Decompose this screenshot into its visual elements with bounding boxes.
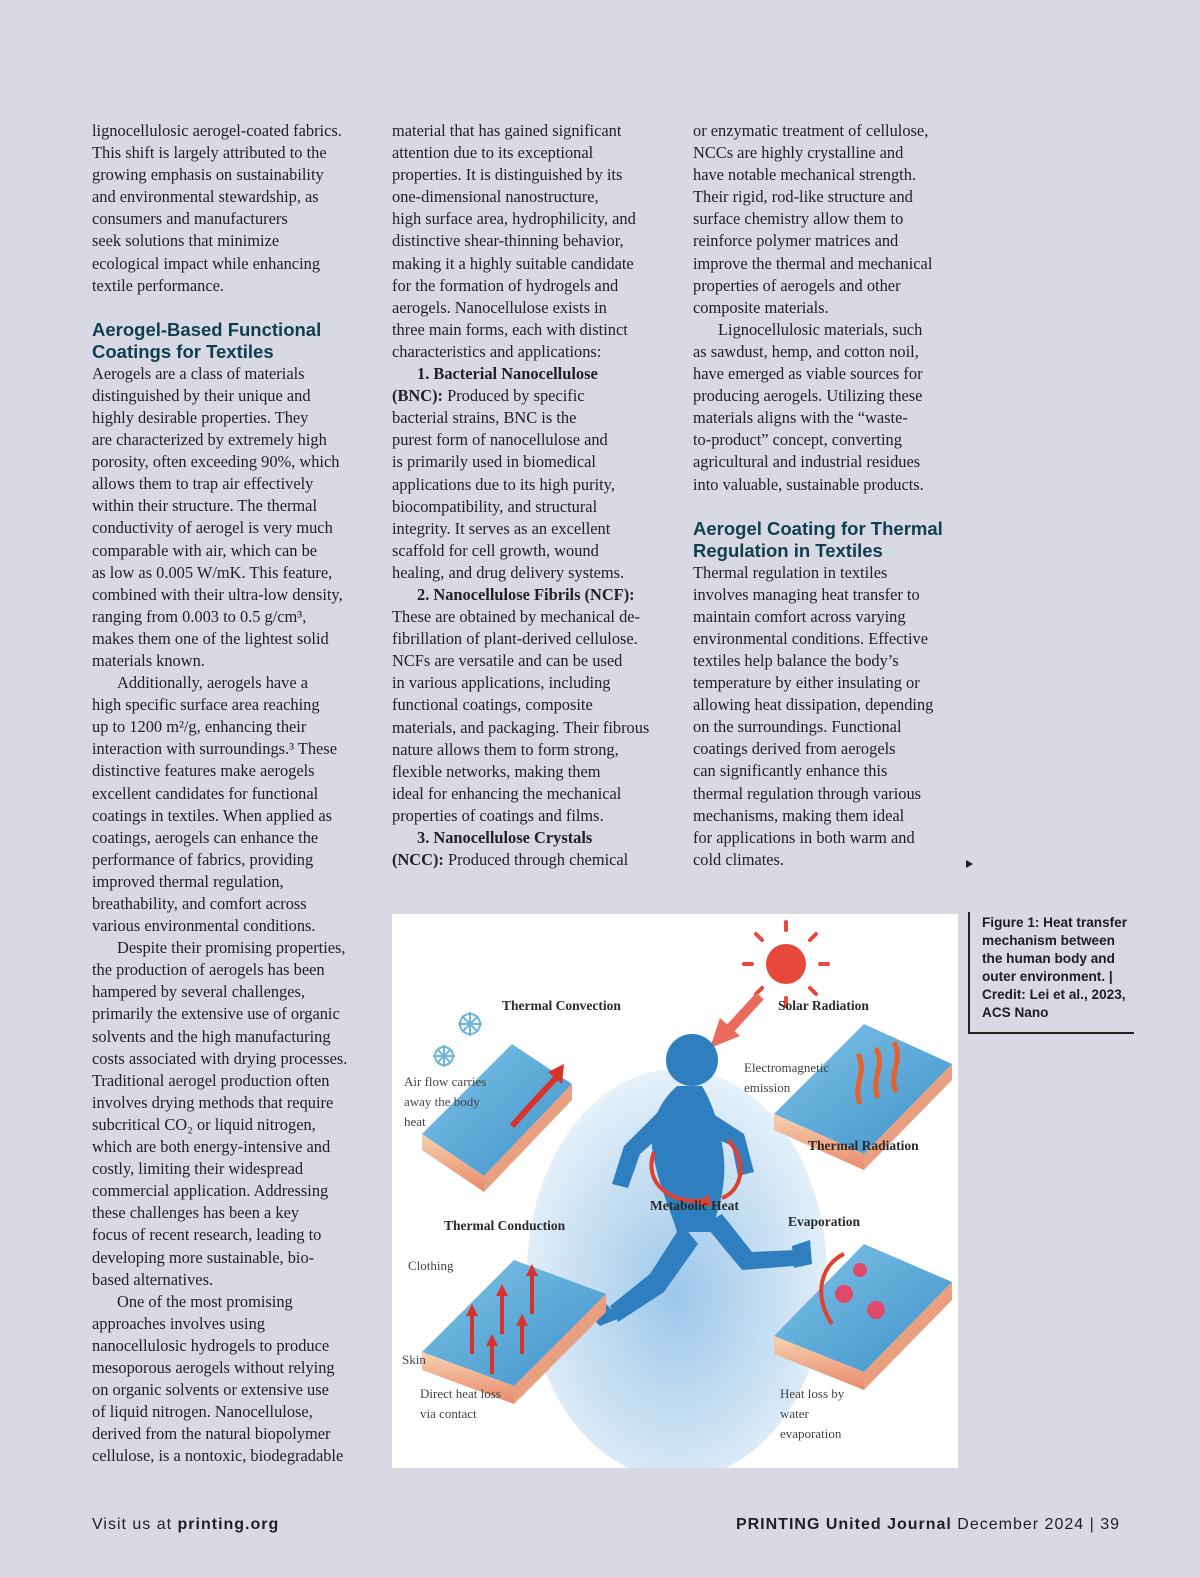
- label-thermal-convection: Thermal Convection: [502, 998, 621, 1013]
- text-line: integrity. It serves as an excellent: [392, 518, 611, 538]
- text-line: ranging from 0.003 to 0.5 g/cm³,: [92, 606, 307, 626]
- text-line: approaches involves using: [92, 1313, 265, 1333]
- label-clothing: Clothing: [408, 1258, 454, 1273]
- text-line: lignocellulosic aerogel-coated fabrics.: [92, 121, 342, 140]
- paragraph-ncf: [392, 584, 667, 827]
- text-line: allowing heat dissipation, depending: [693, 695, 934, 715]
- text-line: breathability, and comfort across: [92, 894, 307, 913]
- text-line: agricultural and industrial residues: [693, 452, 921, 472]
- text-line: textile performance.: [92, 275, 224, 295]
- text-line: temperature by either insulating or: [693, 673, 920, 693]
- paragraph-intro: [92, 120, 367, 297]
- text-line: various environmental conditions.: [92, 916, 316, 936]
- text-line: coatings in textiles. When applied as: [92, 805, 333, 825]
- text-line: aerogels. Nanocellulose exists in: [392, 297, 607, 317]
- footer-website-link[interactable]: printing.org: [177, 1516, 280, 1533]
- label-direct-heat-loss-2: via contact: [420, 1406, 477, 1421]
- text-line: Produced by specific: [442, 386, 585, 406]
- text-line: These are obtained by mechanical de-: [392, 607, 641, 627]
- article-column-3: [693, 120, 961, 871]
- text-line: characteristics and applications:: [392, 341, 602, 361]
- label-em-emission-2: emission: [744, 1080, 791, 1095]
- label-heat-loss-water-1: Heat loss by: [780, 1386, 845, 1401]
- text-line: makes them one of the lightest solid: [92, 628, 329, 648]
- text-line: as low as 0.005 W/mK. This feature,: [92, 562, 333, 582]
- paragraph-material: [392, 120, 667, 363]
- text-line: three main forms, each with distinct: [392, 319, 628, 339]
- label-metabolic-heat: Metabolic Heat: [650, 1198, 739, 1213]
- text-line: Aerogels are a class of materials: [92, 363, 305, 383]
- text-line: fibrillation of plant-derived cellulose.: [392, 629, 638, 649]
- paragraph-ncc: [392, 827, 667, 871]
- heat-transfer-illustration: [392, 914, 958, 1468]
- paragraph-lignocellulosic: [693, 319, 961, 496]
- text-line: conductivity of aerogel is very much: [92, 518, 333, 538]
- text-line: bacterial strains, BNC is the: [392, 408, 577, 428]
- text-line: have notable mechanical strength.: [693, 165, 917, 185]
- ncc-term: 3. Nanocellulose Crystals: [417, 828, 593, 847]
- label-thermal-conduction: Thermal Conduction: [444, 1218, 566, 1233]
- heading-line: Aerogel Coating for Thermal: [693, 517, 943, 539]
- text-line: mesoporous aerogels without relying: [92, 1357, 335, 1377]
- paragraph-bnc: [392, 363, 667, 584]
- text-line: costs associated with drying processes.: [92, 1048, 348, 1068]
- footer-journal-info: [736, 1516, 1120, 1534]
- label-air-flow-2: away the body: [404, 1094, 480, 1109]
- text-line: properties of coatings and films.: [392, 805, 604, 825]
- paragraph-aerogels: [92, 363, 367, 672]
- text-line: derived from the natural biopolymer: [92, 1424, 331, 1444]
- text-line: for the formation of hydrogels and: [392, 275, 619, 295]
- paragraph-one-of-most-promising: [92, 1291, 367, 1468]
- text-line: as sawdust, hemp, and cotton noil,: [693, 341, 919, 361]
- text-line: producing aerogels. Utilizing these: [693, 386, 923, 406]
- text-line: excellent candidates for functional: [92, 783, 319, 803]
- text-line: is primarily used in biomedical: [392, 452, 596, 472]
- snowflake-icon: [433, 1045, 455, 1067]
- right-triangle-icon: [966, 860, 973, 868]
- ncf-term: 2. Nanocellulose Fibrils (NCF):: [417, 584, 635, 604]
- text-line: in various applications, including: [392, 673, 611, 693]
- text-line: distinctive shear-thinning behavior,: [392, 231, 624, 251]
- text-line: commercial application. Addressing: [92, 1181, 329, 1201]
- footer-visit: [92, 1516, 279, 1534]
- text-line: which are both energy-intensive and: [92, 1137, 331, 1157]
- text-line: thermal regulation through various: [693, 783, 922, 803]
- heat-transfer-figure: [392, 914, 958, 1468]
- article-column-1: [92, 120, 367, 1467]
- text-line: have emerged as viable sources for: [693, 364, 923, 384]
- text-line: based alternatives.: [92, 1269, 214, 1289]
- text-line: environmental conditions. Effective: [693, 628, 929, 648]
- label-air-flow-1: Air flow carries: [404, 1074, 487, 1089]
- text-line: This shift is largely attributed to the: [92, 143, 327, 163]
- text-line: scaffold for cell growth, wound: [392, 540, 599, 560]
- text-line: materials, and packaging. Their fibrous: [392, 717, 650, 737]
- text-line: Thermal regulation in textiles: [693, 562, 888, 582]
- text-line: healing, and drug delivery systems.: [392, 562, 625, 582]
- text-line: Traditional aerogel production often: [92, 1070, 330, 1090]
- label-air-flow-3: heat: [404, 1114, 426, 1129]
- text-line: performance of fabrics, providing: [92, 849, 314, 869]
- ncc-abbrev: (NCC):: [392, 850, 444, 870]
- text-line: up to 1200 m²/g, enhancing their: [92, 717, 307, 737]
- text-line: or enzymatic treatment of cellulose,: [693, 121, 929, 140]
- label-solar-radiation: Solar Radiation: [778, 998, 869, 1013]
- text-line: to-product” concept, converting: [693, 430, 902, 450]
- label-em-emission-1: Electromagnetic: [744, 1060, 830, 1075]
- section-heading-thermal-regulation: [693, 518, 961, 562]
- text-line: materials aligns with the “waste-: [693, 408, 908, 428]
- text-line: subcritical CO₂ or liquid nitrogen,: [92, 1114, 316, 1134]
- text-line: distinguished by their unique and: [92, 385, 311, 405]
- text-line: are characterized by extremely high: [92, 430, 327, 450]
- text-line: applications due to its high purity,: [392, 474, 615, 494]
- text-line: on organic solvents or extensive use: [92, 1380, 329, 1400]
- text-line: can significantly enhance this: [693, 761, 888, 781]
- text-line: these challenges has been a key: [92, 1203, 300, 1223]
- text-line: on the surroundings. Functional: [693, 717, 902, 737]
- text-line: surface chemistry allow them to: [693, 209, 904, 229]
- text-line: maintain comfort across varying: [693, 606, 906, 626]
- text-line: material that has gained significant: [392, 121, 622, 140]
- paragraph-despite: [92, 937, 367, 1291]
- text-line: NCFs are versatile and can be used: [392, 651, 623, 671]
- text-line: within their structure. The thermal: [92, 496, 318, 516]
- text-line: high surface area, hydrophilicity, and: [392, 209, 636, 229]
- article-column-2: [392, 120, 667, 871]
- text-line: coatings derived from aerogels: [693, 739, 896, 759]
- text-line: improve the thermal and mechanical: [693, 253, 933, 273]
- text-line: allows them to trap air effectively: [92, 474, 314, 494]
- text-line: comparable with air, which can be: [92, 540, 318, 560]
- text-line: Additionally, aerogels have a: [117, 673, 309, 693]
- text-line: Lignocellulosic materials, such: [718, 319, 923, 339]
- text-line: coatings, aerogels can enhance the: [92, 827, 319, 847]
- footer-issue-page: December 2024 | 39: [951, 1516, 1120, 1533]
- text-line: combined with their ultra-low density,: [92, 584, 343, 604]
- text-line: ecological impact while enhancing: [92, 253, 321, 273]
- text-line: distinctive features make aerogels: [92, 761, 315, 781]
- label-heat-loss-water-2: water: [780, 1406, 809, 1421]
- text-line: involves managing heat transfer to: [693, 584, 920, 604]
- footer-visit-prefix: Visit us at: [92, 1516, 178, 1533]
- text-line: properties of aerogels and other: [693, 275, 901, 295]
- text-line: involves drying methods that require: [92, 1092, 334, 1112]
- text-line: biocompatibility, and structural: [392, 496, 598, 516]
- text-line: properties. It is distinguished by its: [392, 165, 623, 185]
- figure-caption: Figure 1: Heat transfer mechanism between the human body and outer environment. | Credit: Lei et al., 2023, ACS Nano: [968, 912, 1134, 1034]
- text-line: reinforce polymer matrices and: [693, 231, 899, 251]
- text-line: growing emphasis on sustainability: [92, 165, 324, 185]
- text-line: making it a highly suitable candidate: [392, 253, 634, 273]
- label-skin: Skin: [402, 1352, 426, 1367]
- paragraph-thermal-regulation: [693, 562, 961, 871]
- text-line: and environmental stewardship, as: [92, 187, 319, 207]
- text-line: NCCs are highly crystalline and: [693, 143, 904, 163]
- text-line: highly desirable properties. They: [92, 407, 309, 427]
- text-line: for applications in both warm and: [693, 827, 915, 847]
- paragraph-enzymatic: [693, 120, 961, 319]
- label-direct-heat-loss-1: Direct heat loss: [420, 1386, 501, 1401]
- text-line: primarily the extensive use of organic: [92, 1004, 340, 1024]
- footer-journal-name: PRINTING United Journal: [735, 1516, 952, 1533]
- text-line: consumers and manufacturers: [92, 209, 288, 229]
- text-line: of liquid nitrogen. Nanocellulose,: [92, 1402, 313, 1422]
- text-line: high specific surface area reaching: [92, 695, 320, 715]
- paragraph-additionally: [92, 672, 367, 937]
- text-line: nature allows them to form strong,: [392, 739, 619, 759]
- heading-line: Coatings for Textiles: [92, 340, 274, 362]
- section-heading-functional-coatings: [92, 319, 367, 363]
- snowflake-icon: [458, 1012, 482, 1036]
- text-line: Their rigid, rod-like structure and: [693, 187, 913, 207]
- text-line: porosity, often exceeding 90%, which: [92, 452, 340, 472]
- solar-arrow-icon: [710, 996, 760, 1048]
- heading-line: Aerogel-Based Functional: [92, 318, 322, 340]
- text-line: solvents and the high manufacturing: [92, 1026, 331, 1046]
- text-line: the production of aerogels has been: [92, 960, 325, 980]
- text-line: cold climates.: [693, 849, 785, 869]
- text-line: materials known.: [92, 650, 205, 670]
- text-line: interaction with surroundings.³ These: [92, 739, 337, 759]
- bnc-term: 1. Bacterial Nanocellulose: [417, 364, 598, 384]
- bnc-abbrev: (BNC):: [392, 386, 443, 406]
- label-evaporation: Evaporation: [788, 1214, 861, 1229]
- text-line: into valuable, sustainable products.: [693, 474, 924, 494]
- text-line: functional coatings, composite: [392, 695, 593, 715]
- text-line: One of the most promising: [117, 1291, 293, 1311]
- text-line: Despite their promising properties,: [117, 938, 346, 958]
- text-line: composite materials.: [693, 297, 829, 317]
- heading-line: Regulation in Textiles: [693, 539, 883, 561]
- text-line: textiles help balance the body’s: [693, 650, 899, 670]
- text-line: costly, limiting their widespread: [92, 1159, 304, 1179]
- text-line: ideal for enhancing the mechanical: [392, 783, 622, 803]
- text-line: mechanisms, making them ideal: [693, 805, 905, 825]
- text-line: cellulose, is a nontoxic, biodegradable: [92, 1446, 344, 1466]
- label-heat-loss-water-3: evaporation: [780, 1426, 842, 1441]
- text-line: nanocellulosic hydrogels to produce: [92, 1335, 330, 1355]
- text-line: improved thermal regulation,: [92, 871, 284, 891]
- text-line: purest form of nanocellulose and: [392, 430, 608, 450]
- label-thermal-radiation: Thermal Radiation: [808, 1138, 919, 1153]
- text-line: one-dimensional nanostructure,: [392, 187, 599, 207]
- text-line: Produced through chemical: [443, 850, 629, 870]
- text-line: attention due to its exceptional: [392, 143, 594, 163]
- text-line: flexible networks, making them: [392, 761, 601, 781]
- text-line: seek solutions that minimize: [92, 231, 280, 251]
- text-line: focus of recent research, leading to: [92, 1225, 322, 1245]
- text-line: hampered by several challenges,: [92, 982, 305, 1002]
- text-line: developing more sustainable, bio-: [92, 1247, 315, 1267]
